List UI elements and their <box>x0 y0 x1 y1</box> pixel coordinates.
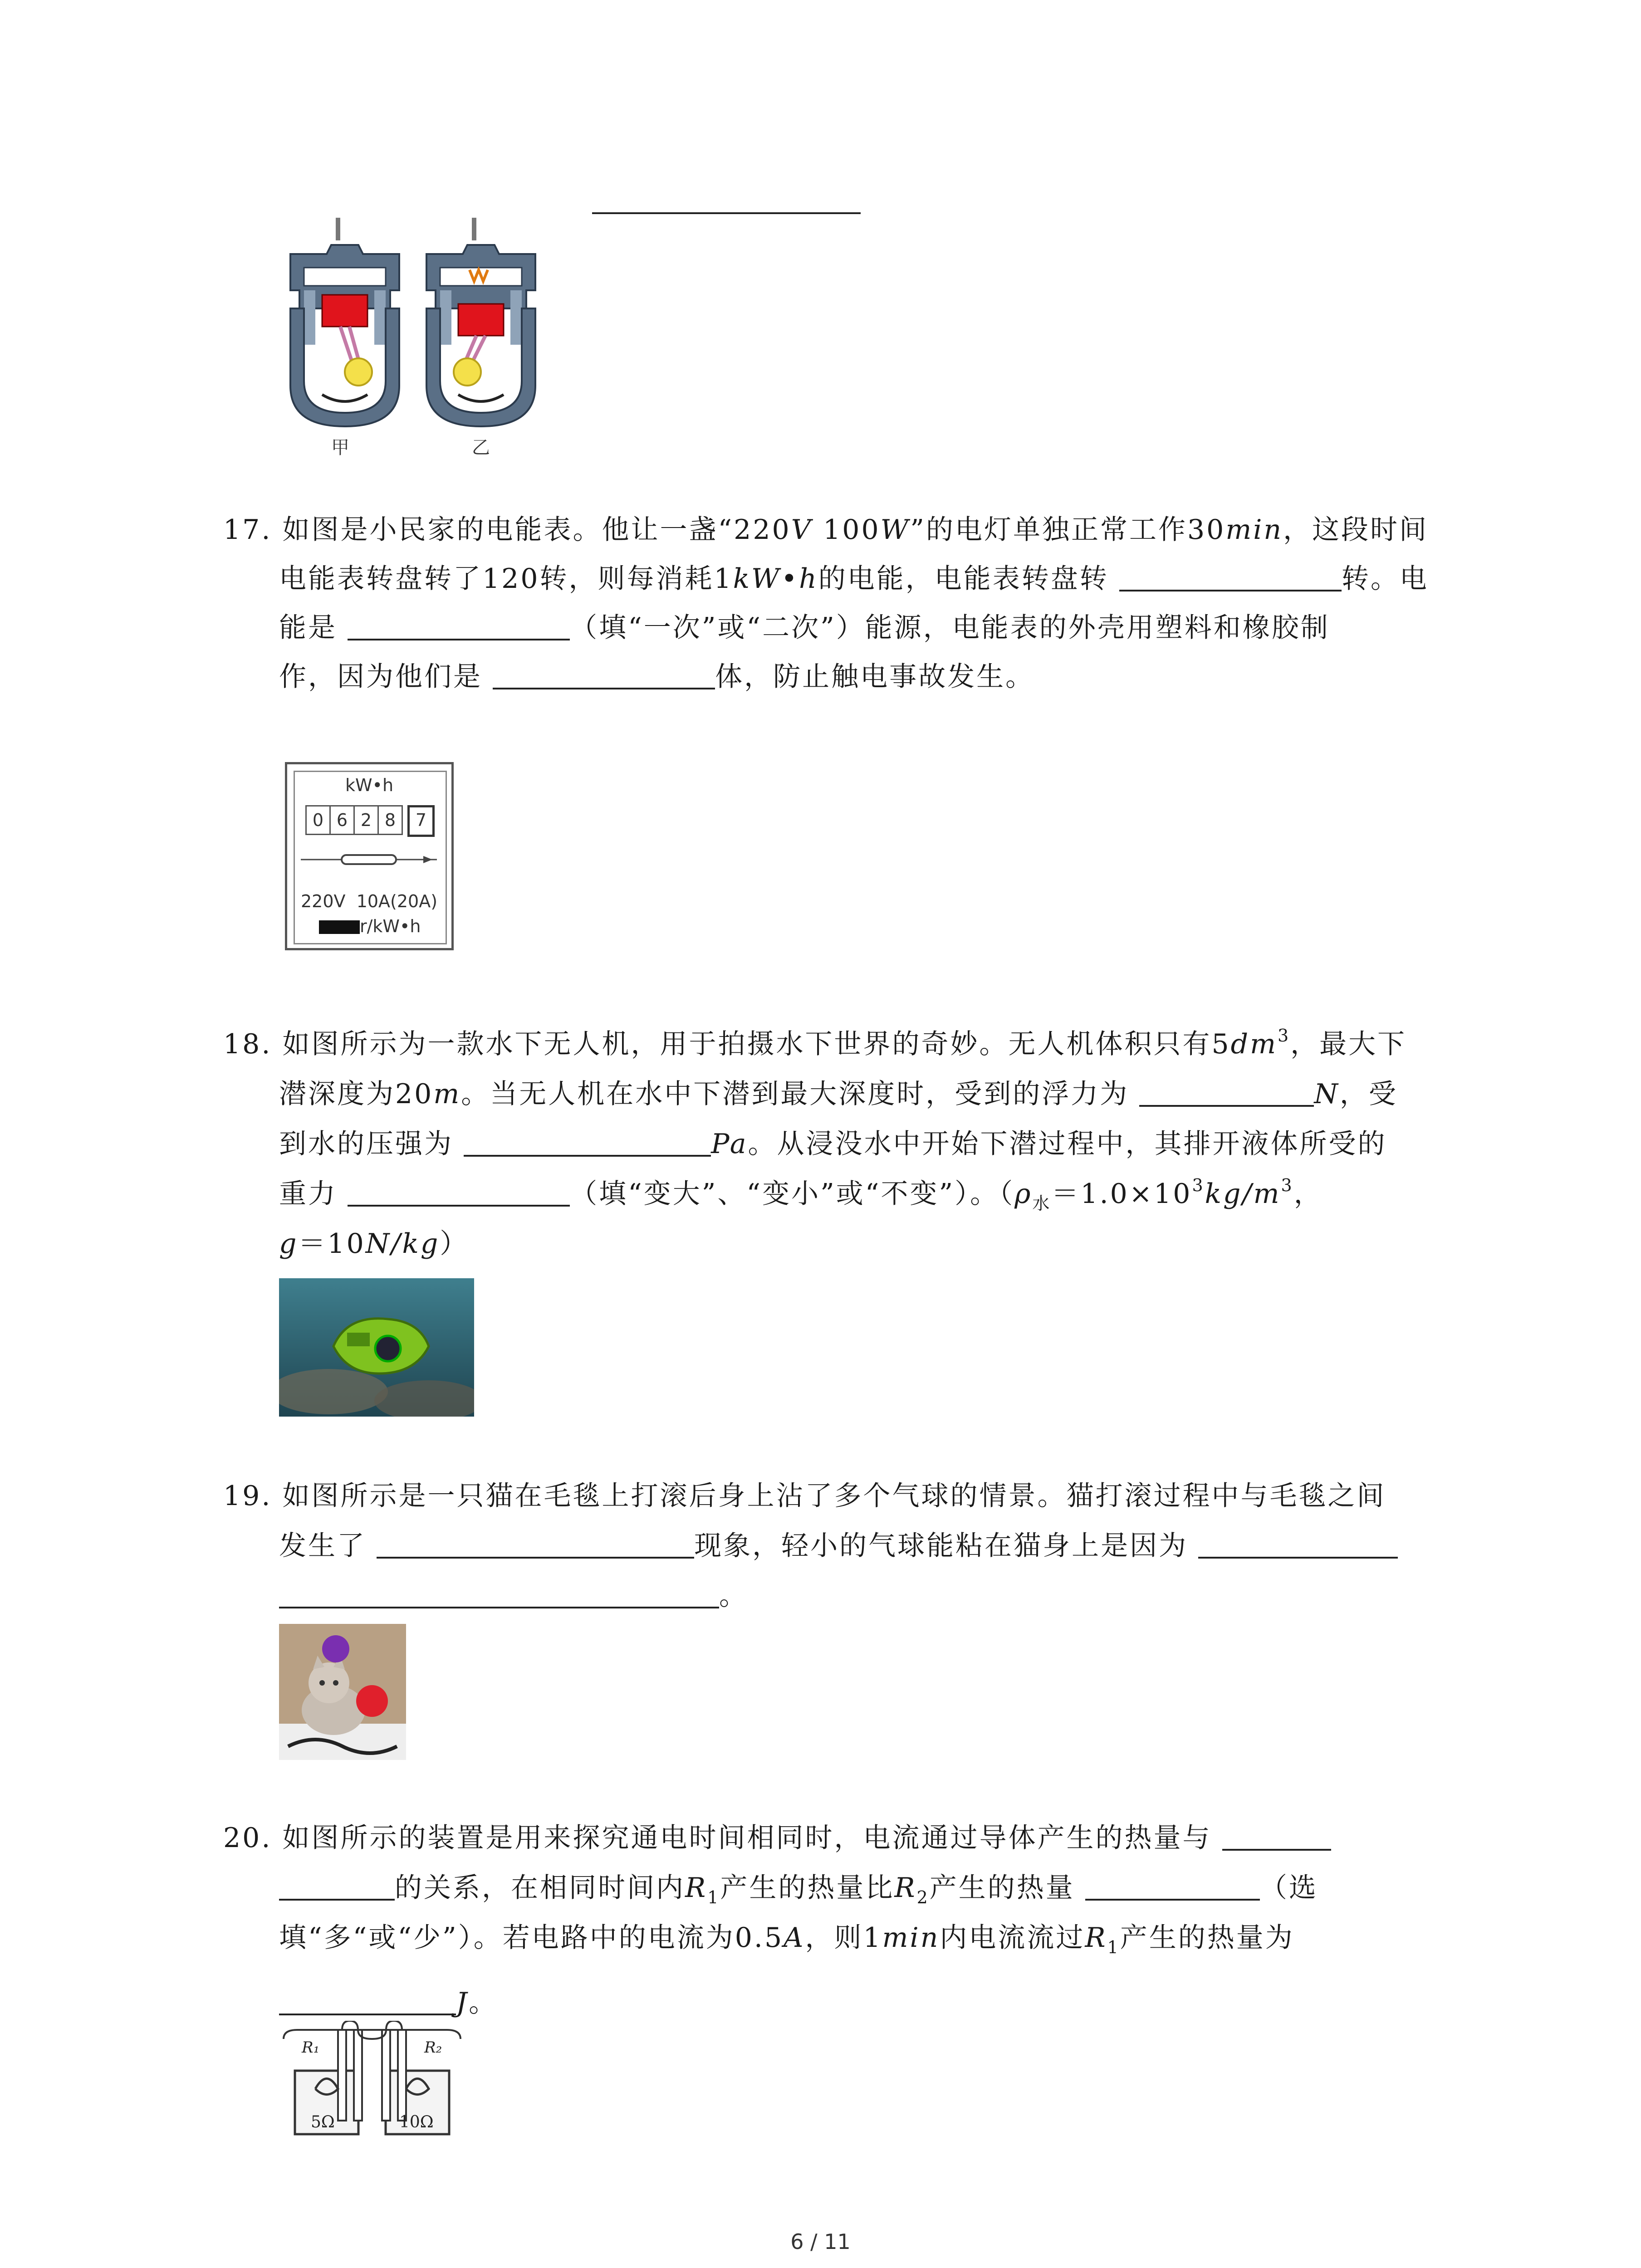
q17-line4: 作，因为他们是 体，防止触电事故发生。 <box>279 661 1035 693</box>
resistor-r2-value: 10Ω <box>399 2113 434 2131</box>
q18-line5: g＝10N/kg） <box>279 1228 469 1260</box>
q18-blank-gravity[interactable] <box>348 1178 570 1207</box>
electric-meter-figure <box>285 762 454 950</box>
q17-blank-material[interactable] <box>493 660 715 689</box>
q19-line3: 。 <box>279 1578 748 1614</box>
q18-blank-pressure[interactable] <box>464 1128 711 1157</box>
resistor-r1-label: R₁ <box>302 2038 320 2057</box>
meter-digit: 7 <box>407 805 435 837</box>
q17-blank-revolutions[interactable] <box>1119 562 1342 591</box>
q19-blank-reason-part1[interactable] <box>1198 1530 1398 1559</box>
q18-line2: 潜深度为20m。当无人机在水中下潜到最大深度时，受到的浮力为 N，受 <box>279 1078 1398 1110</box>
meter-spec: 220V 10A(20A) <box>301 891 438 911</box>
meter-unit: kW•h <box>345 775 394 795</box>
q19-blank-phenomenon[interactable] <box>377 1530 694 1559</box>
q18-line4: 重力 （填“变大”、“变小”或“不变”）。（$\rho_水=1.0\times 10^3kg/m^3$， <box>279 1175 1323 1213</box>
q19-line1: 19. 如图所示是一只猫在毛毯上打滚后身上沾了多个气球的情景。猫打滚过程中与毛毯之间 <box>223 1480 1386 1512</box>
underwater-drone-photo <box>279 1278 474 1417</box>
q17-blank-energy-type[interactable] <box>348 611 570 640</box>
q20-line1: 20. 如图所示的装置是用来探究通电时间相同时，电流通过导体产生的热量与 <box>223 1820 1331 1856</box>
meter-digit: 0 <box>305 805 331 835</box>
meter-digit: 6 <box>331 805 355 835</box>
meter-digit: 8 <box>379 805 403 835</box>
q16-answer-blank[interactable] <box>592 212 861 214</box>
q17-line2: 电能表转盘转了120转，则每消耗1kW•h的电能，电能表转盘转 转。电 <box>279 563 1429 595</box>
q19-line2: 发生了 现象，轻小的气球能粘在猫身上是因为 <box>279 1528 1398 1564</box>
engine-strokes-figure <box>272 218 544 463</box>
engine-diagram-a <box>290 218 399 426</box>
meter-digits <box>305 805 435 837</box>
q19-blank-reason-part2[interactable] <box>279 1579 719 1608</box>
engine-diagram-b <box>426 218 535 426</box>
q20-line3: 填“多“或“少”）。若电路中的电流为0.5A，则1min内电流流过$R_1$产生的热量为 <box>279 1922 1294 1957</box>
cat-balloons-photo <box>279 1624 406 1760</box>
meter-digit: 2 <box>355 805 379 835</box>
q20-blank-more-less[interactable] <box>1085 1872 1260 1901</box>
meter-disc-icon <box>301 850 437 869</box>
q18-blank-buoyancy[interactable] <box>1139 1078 1314 1107</box>
q18-line3: 到水的压强为 Pa。从浸没水中开始下潜过程中，其排开液体所受的 <box>279 1128 1387 1160</box>
q17-line3: 能是 （填“一次”或“二次”）能源，电能表的外壳用塑料和橡胶制 <box>279 612 1330 644</box>
resistor-r1-value: 5Ω <box>311 2113 335 2131</box>
q20-blank-heat[interactable] <box>279 1986 456 2015</box>
q20-blank-relation-part2[interactable] <box>279 1872 395 1901</box>
q20-line2: 的关系，在相同时间内$R_1$产生的热量比$R_2$产生的热量 （选 <box>279 1870 1318 1906</box>
page-number: 6 / 11 <box>790 2229 851 2254</box>
q18-line1: 18. 如图所示为一款水下无人机，用于拍摄水下世界的奇妙。无人机体积只有$5dm^3$，最大下 <box>223 1026 1407 1060</box>
q20-line4: J。 <box>279 1984 498 2021</box>
q17-line1: 17. 如图是小民家的电能表。他让一盏“220V 100W”的电灯单独正常工作30min，这段时间 <box>223 514 1429 546</box>
engine-label-a: 甲 <box>331 437 349 458</box>
resistor-r2-label: R₂ <box>424 2038 442 2057</box>
meter-rev-blackout <box>319 920 360 934</box>
meter-rev-constant: r/kW•h <box>319 916 421 936</box>
q20-blank-relation-part1[interactable] <box>1222 1822 1331 1851</box>
engine-label-b: 乙 <box>472 437 490 458</box>
joule-heating-apparatus <box>279 2021 465 2139</box>
